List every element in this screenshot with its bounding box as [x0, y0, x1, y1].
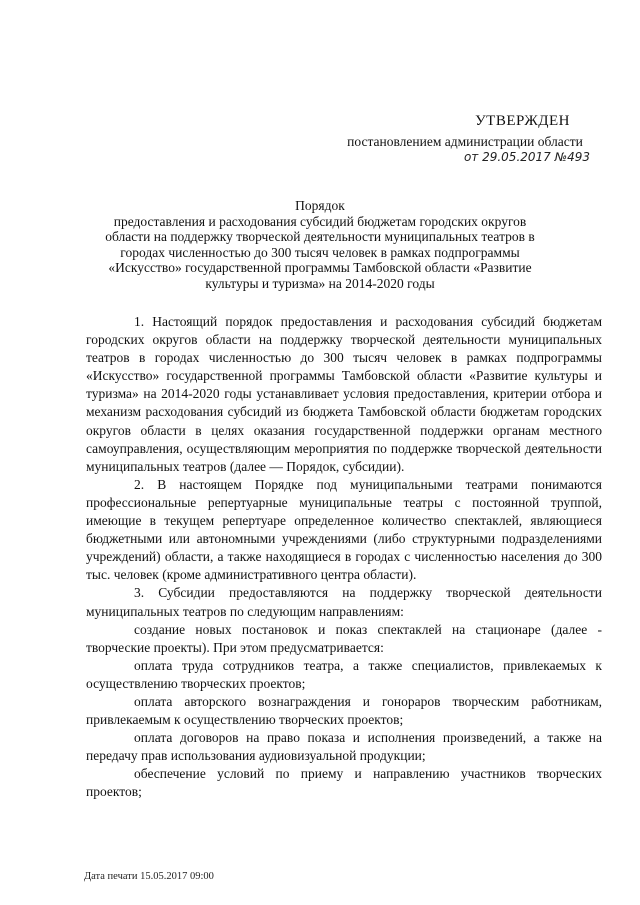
handwritten-date-number: от 29.05.2017 №493 — [463, 150, 590, 164]
approved-by-line: постановлением администрации области — [347, 134, 583, 149]
title-line-6: культуры и туризма» на 2014-2020 годы — [205, 275, 435, 291]
paragraph-7: оплата договоров на право показа и исполнения произведений, а также на передачу прав использования аудиовизуальной продукции; — [86, 730, 602, 764]
paragraph-1: 1. Настоящий порядок предоставления и расходования субсидий бюджетам городских округов области на поддержку творческой деятельности муниципальных театров в городах численностью до 300 тысяч человек в рамках подпрограммы «Искусство» государственной программы Тамбовской области «Развитие культуры и туризма» на 2014-2020 годы устанавливает условия предоставления, критерии отбора и механизм расходования субсидий из бюджета Тамбовской области бюджетам городских округов области в целях оказания государственной поддержки органам местного самоуправления, осуществляющим мероприятия по поддержке творческой деятельности муниципальных театров (далее — Порядок, субсидии). — [86, 314, 602, 474]
paragraph-5: оплата труда сотрудников театра, а также специалистов, привлекаемых к осуществлению творческих проектов; — [86, 657, 602, 691]
print-date: Дата печати 15.05.2017 09:00 — [84, 871, 214, 882]
paragraph-8: обеспечение условий по приему и направлению участников творческих проектов; — [86, 766, 602, 800]
document-body — [86, 313, 602, 802]
title-line-1: Порядок — [295, 198, 345, 213]
paragraph-4: создание новых постановок и показ спектаклей на стационаре (далее - творческие проекты). При этом предусматривается: — [86, 621, 602, 655]
paragraph-6: оплата авторского вознаграждения и гонораров творческим работникам, привлекаемым к осуществлению творческих проектов; — [86, 693, 602, 728]
approval-block — [330, 112, 600, 164]
paragraph-2: 2. В настоящем Порядке под муниципальными театрами понимаются профессиональные репертуарные муниципальные театры с постоянной труппой, имеющие в текущем репертуаре определенное количество спектаклей, являющиеся бюджетными или автономными учреждениями (либо структурными подразделениями учреждений) области, а также находящиеся в городах с численностью населения до 300 тыс. человек (кроме административного центра области). — [86, 476, 602, 583]
title-line-4: городах численностью до 300 тысяч человек в рамках подпрограммы — [120, 244, 520, 260]
title-line-5: «Искусство» государственной программы Тамбовской области «Развитие — [108, 260, 532, 276]
approved-heading: УТВЕРЖДЕН — [475, 113, 570, 129]
document-title — [100, 198, 540, 292]
paragraph-3: 3. Субсидии предоставляются на поддержку творческой деятельности муниципальных театров по следующим направлениям: — [86, 585, 602, 619]
title-line-3: области на поддержку творческой деятельности муниципальных театров в — [105, 229, 535, 245]
title-line-2: предоставления и расходования субсидий бюджетам городских округов — [113, 213, 527, 229]
